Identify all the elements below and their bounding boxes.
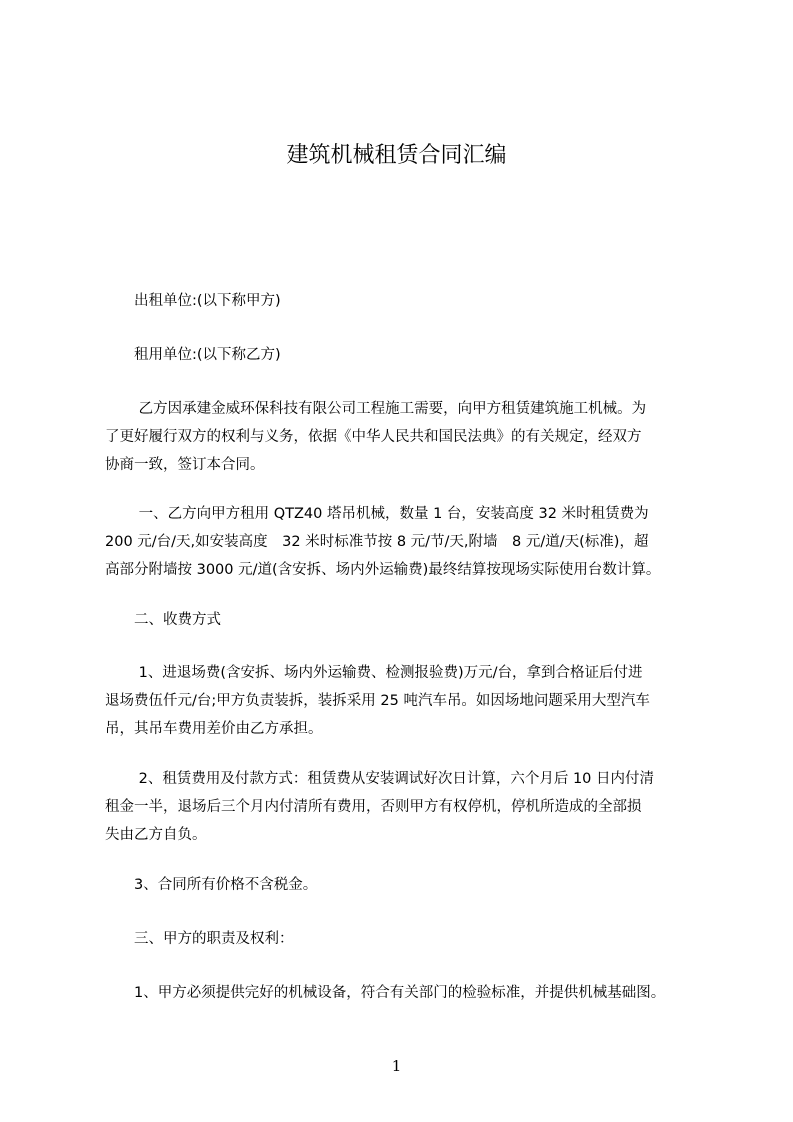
paragraph-item-payment [105, 765, 705, 849]
heading-section-three [105, 925, 705, 953]
paragraph-item-fees [105, 659, 705, 743]
text-line: 租金一半，退场后三个月内付清所有费用，否则甲方有权停机，停机所造成的全部损 [105, 799, 642, 815]
text-line: 2、租赁费用及付款方式：租赁费从安装调试好次日计算，六个月后 10 日内付清 [105, 771, 655, 787]
paragraph-preamble [105, 395, 705, 479]
text-line: 失由乙方自负。 [105, 827, 207, 843]
paragraph-lessee [105, 341, 705, 369]
text-line: 协商一致，签订本合同。 [105, 457, 265, 473]
text-line: 3、合同所有价格不含税金。 [105, 877, 318, 893]
text-line: 高部分附墙按 3000 元/道(含安拆、场内外运输费)最终结算按现场实际使用台数计算。 [105, 562, 661, 578]
text-line: 1、甲方必须提供完好的机械设备，符合有关部门的检验标准，并提供机械基础图。 [105, 985, 666, 1001]
text-line: 一、乙方向甲方租用 QTZ40 塔吊机械，数量 1 台，安装高度 32 米时租赁费为 [105, 506, 649, 522]
paragraph-lessor-duty-one [105, 979, 705, 1007]
text-line: 200 元/台/天,如安装高度 32 米时标准节按 8 元/节/天,附墙 8 元/道/天(标准)，超 [105, 534, 649, 550]
paragraph-item-tax [105, 871, 705, 899]
text-line: 退场费伍仟元/台;甲方负责装拆，装拆采用 25 吨汽车吊。如因场地问题采用大型汽车 [105, 693, 650, 709]
text-line: 乙方因承建金威环保科技有限公司工程施工需要，向甲方租赁建筑施工机械。为 [105, 401, 647, 417]
text-line: 吊，其吊车费用差价由乙方承担。 [105, 721, 323, 737]
text-line: 了更好履行双方的权利与义务，依据《中华人民共和国民法典》的有关规定，经双方 [105, 429, 642, 445]
paragraph-lessor [105, 287, 705, 315]
document-title: 建筑机械租赁合同汇编 [286, 143, 507, 168]
text-line: 二、收费方式 [105, 612, 221, 628]
heading-section-two [105, 606, 705, 634]
text-line: 三、甲方的职责及权利： [105, 931, 294, 947]
text-line: 1、进退场费(含安拆、场内外运输费、检测报验费)万元/台，拿到合格证后付进 [105, 665, 643, 681]
paragraph-section-one [105, 500, 705, 584]
page-number: 1 [391, 1057, 402, 1075]
text-line: 租用单位:(以下称乙方) [105, 347, 281, 363]
text-line: 出租单位:(以下称甲方) [105, 293, 281, 309]
